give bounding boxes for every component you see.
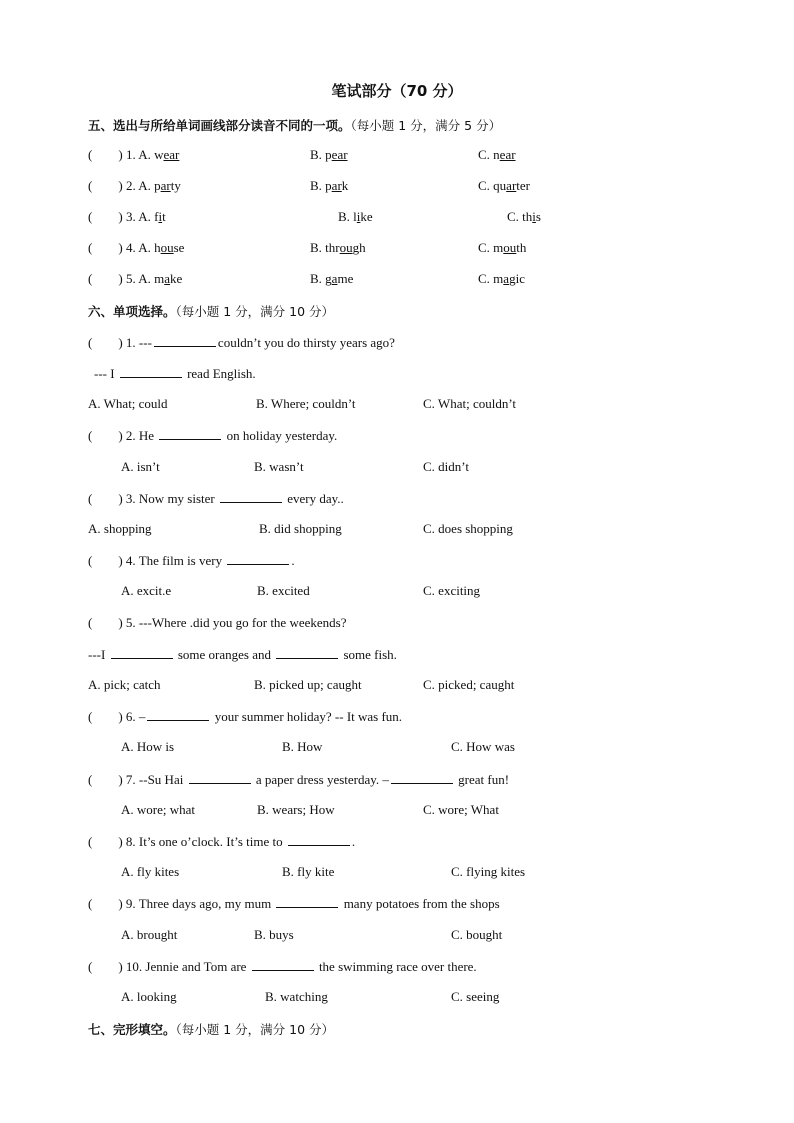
s6-q7-stem: ( ) 7. --Su Hai a paper dress yesterday. – great fun! xyxy=(88,772,510,787)
s6-q2-option-c[interactable]: C. didn’t xyxy=(423,459,469,474)
s6-q3-option-c[interactable]: C. does shopping xyxy=(423,521,513,536)
answer-blank[interactable] xyxy=(391,771,453,784)
s6-q1-option-a[interactable]: A. What; could xyxy=(88,396,168,411)
s6-q7-option-b[interactable]: B. wears; How xyxy=(257,802,335,817)
s6-q8-stem: ( ) 8. It’s one o’clock. It’s time to . xyxy=(88,834,356,849)
s6-q5-stem: ( ) 5. ---Where .did you go for the weekends? xyxy=(88,615,347,630)
answer-blank[interactable] xyxy=(288,833,350,846)
s6-q6-option-a[interactable]: A. How is xyxy=(121,739,175,754)
section6-note: （每小题 1 分，满分 10 分） xyxy=(175,304,335,319)
section6-header xyxy=(88,302,334,320)
s5-q3-option-c[interactable]: C. this xyxy=(507,209,541,224)
s5-q3-option-b[interactable]: B. like xyxy=(338,209,373,224)
s6-q2-stem: ( ) 2. He on holiday yesterday. xyxy=(88,428,338,443)
s5-q5-option-c[interactable]: C. magic xyxy=(478,271,525,286)
s6-q7-option-a[interactable]: A. wore; what xyxy=(121,802,196,817)
s6-q9-option-b[interactable]: B. buys xyxy=(254,927,294,942)
s6-q5-option-c[interactable]: C. picked; caught xyxy=(423,677,515,692)
s5-q4-option-c[interactable]: C. mouth xyxy=(478,240,527,255)
s6-q3-stem: ( ) 3. Now my sister every day.. xyxy=(88,491,344,506)
s6-q8-option-b[interactable]: B. fly kite xyxy=(282,864,335,879)
answer-blank[interactable] xyxy=(111,646,173,659)
s5-q2-option-c[interactable]: C. quarter xyxy=(478,178,530,193)
s6-q10-option-c[interactable]: C. seeing xyxy=(451,989,500,1004)
s6-q7-option-c[interactable]: C. wore; What xyxy=(423,802,499,817)
answer-blank[interactable] xyxy=(252,958,314,971)
s6-q4-option-a[interactable]: A. excit.e xyxy=(121,583,172,598)
s6-q4-stem: ( ) 4. The film is very . xyxy=(88,553,295,568)
s5-q3-stem: ( ) 3. A. fit xyxy=(88,209,166,224)
s6-q2-option-a[interactable]: A. isn’t xyxy=(121,459,160,474)
s5-q4-option-b[interactable]: B. through xyxy=(310,240,366,255)
answer-blank[interactable] xyxy=(220,490,282,503)
s6-q4-option-c[interactable]: C. exciting xyxy=(423,583,481,598)
s6-q10-stem: ( ) 10. Jennie and Tom are the swimming race over there. xyxy=(88,959,477,974)
answer-blank[interactable] xyxy=(159,427,221,440)
s6-q5-line2: ---I some oranges and some fish. xyxy=(88,647,397,662)
s5-q5-stem: ( ) 5. A. make xyxy=(88,271,183,286)
answer-blank[interactable] xyxy=(227,552,289,565)
s6-q4-option-b[interactable]: B. excited xyxy=(257,583,310,598)
s6-q6-stem: ( ) 6. – your summer holiday? -- It was fun. xyxy=(88,709,403,724)
answer-blank[interactable] xyxy=(147,708,209,721)
s6-q5-option-a[interactable]: A. pick; catch xyxy=(88,677,161,692)
s6-q2-option-b[interactable]: B. wasn’t xyxy=(254,459,304,474)
answer-blank[interactable] xyxy=(276,895,338,908)
s6-q8-option-a[interactable]: A. fly kites xyxy=(121,864,180,879)
s6-q1-line2: --- I read English. xyxy=(94,366,256,381)
s6-q1-stem: ( ) 1. --- couldn’t you do thirsty years ago? xyxy=(88,335,395,350)
s6-q10-option-a[interactable]: A. looking xyxy=(121,989,177,1004)
s6-q1-option-c[interactable]: C. What; couldn’t xyxy=(423,396,517,411)
s6-q6-option-b[interactable]: B. How xyxy=(282,739,323,754)
s6-q5-option-b[interactable]: B. picked up; caught xyxy=(254,677,362,692)
section5-title: 五、选出与所给单词画线部分读音不同的一项。 xyxy=(88,118,351,133)
s6-q10-option-b[interactable]: B. watching xyxy=(265,989,328,1004)
s5-q4-stem: ( ) 4. A. house xyxy=(88,240,185,255)
section5-header xyxy=(88,116,501,134)
answer-blank[interactable] xyxy=(120,365,182,378)
section5-note: （每小题 1 分，满分 5 分） xyxy=(350,118,502,133)
s6-q6-option-c[interactable]: C. How was xyxy=(451,739,515,754)
s6-q3-option-a[interactable]: A. shopping xyxy=(88,521,152,536)
s6-q3-option-b[interactable]: B. did shopping xyxy=(259,521,342,536)
s6-q8-option-c[interactable]: C. flying kites xyxy=(451,864,526,879)
s5-q2-option-b[interactable]: B. park xyxy=(310,178,349,193)
s6-q9-option-c[interactable]: C. bought xyxy=(451,927,503,942)
s5-q1-option-c[interactable]: C. near xyxy=(478,147,516,162)
s5-q1-option-b[interactable]: B. pear xyxy=(310,147,348,162)
section7-note: （每小题 1 分，满分 10 分） xyxy=(175,1022,335,1037)
page-title: 笔试部分（70 分） xyxy=(331,82,463,100)
section7-title: 七、完形填空。 xyxy=(88,1022,176,1037)
s6-q9-stem: ( ) 9. Three days ago, my mum many potatoes from the shops xyxy=(88,896,500,911)
answer-blank[interactable] xyxy=(189,771,251,784)
section6-title: 六、单项选择。 xyxy=(88,304,176,319)
s5-q5-option-b[interactable]: B. game xyxy=(310,271,354,286)
s5-q2-stem: ( ) 2. A. party xyxy=(88,178,181,193)
s6-q1-option-b[interactable]: B. Where; couldn’t xyxy=(256,396,356,411)
s6-q9-option-a[interactable]: A. brought xyxy=(121,927,178,942)
section7-header xyxy=(88,1020,334,1038)
answer-blank[interactable] xyxy=(276,646,338,659)
answer-blank[interactable] xyxy=(154,334,216,347)
s5-q1-stem: ( ) 1. A. wear xyxy=(88,147,180,162)
